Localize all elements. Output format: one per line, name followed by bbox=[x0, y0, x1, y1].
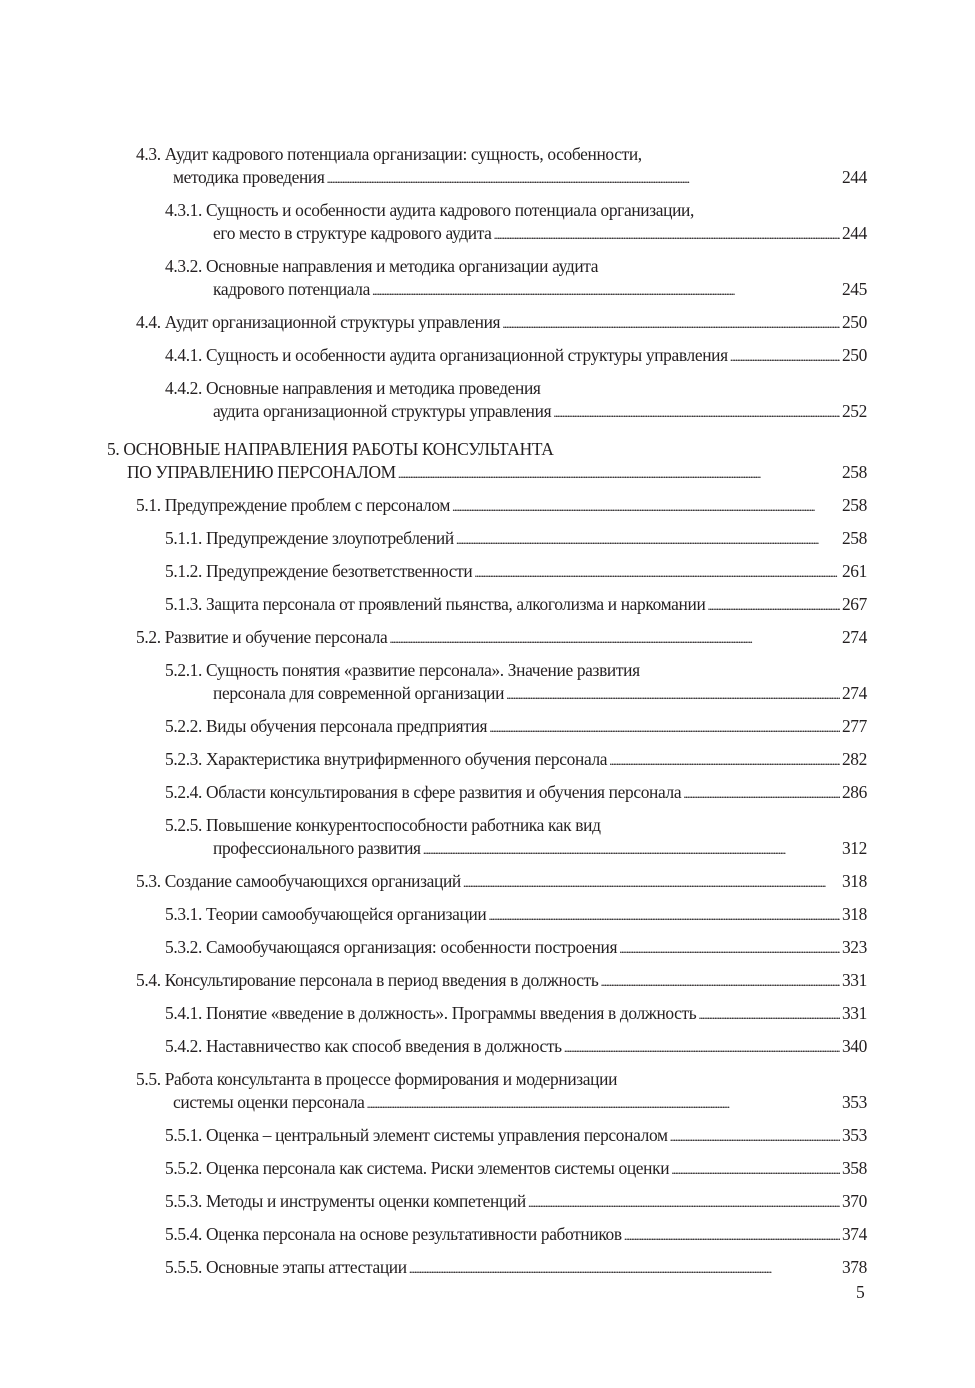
toc-entry-5-1[interactable] bbox=[107, 494, 867, 518]
toc-entry-5-3[interactable] bbox=[107, 870, 867, 894]
toc-entry-title bbox=[136, 626, 387, 649]
toc-entry-text: кадрового потенциала bbox=[213, 279, 370, 299]
toc-entry-5-5-2[interactable] bbox=[107, 1157, 867, 1181]
toc-entry-number: 4.3.2. bbox=[165, 256, 203, 276]
toc-entry-title-continued bbox=[213, 278, 370, 301]
toc-entry-number: 5.2.3. bbox=[165, 749, 203, 769]
toc-entry-title bbox=[136, 144, 642, 164]
toc-entry-title-continued bbox=[173, 166, 325, 189]
toc-page-number[interactable]: 353 bbox=[841, 1092, 867, 1112]
toc-entry-number: 5. bbox=[107, 439, 120, 459]
toc-entry-text: Повышение конкурентоспособности работника как вид bbox=[206, 815, 601, 835]
toc-entry-title bbox=[165, 256, 598, 276]
toc-entry-text: Основные направления и методика организации аудита bbox=[206, 256, 599, 276]
toc-page-number[interactable]: 277 bbox=[841, 716, 867, 736]
dot-leader bbox=[456, 527, 840, 551]
toc-page-number[interactable]: 258 bbox=[841, 462, 867, 482]
toc-entry-title bbox=[165, 1190, 526, 1213]
toc-entry-title bbox=[165, 936, 617, 959]
toc-page-number[interactable]: 358 bbox=[841, 1158, 867, 1178]
toc-entry-text: Защита персонала от проявлений пьянства, алкоголизма и наркомании bbox=[206, 594, 706, 614]
toc-page-number[interactable]: 312 bbox=[841, 838, 867, 858]
toc-entry-text: Понятие «введение в должность». Программы введения в должность bbox=[206, 1003, 697, 1023]
toc-entry-number: 4.3.1. bbox=[165, 200, 203, 220]
toc-entry-number: 5.1.2. bbox=[165, 561, 203, 581]
toc-page-number[interactable]: 374 bbox=[841, 1224, 867, 1244]
toc-page-number[interactable]: 282 bbox=[841, 749, 867, 769]
toc-entry-4-3-1[interactable] bbox=[107, 199, 867, 246]
toc-entry-5-2-4[interactable] bbox=[107, 781, 867, 805]
toc-page-number[interactable]: 331 bbox=[841, 1003, 867, 1023]
toc-page-number[interactable]: 245 bbox=[841, 279, 867, 299]
toc-entry-text: аудита организационной структуры управления bbox=[213, 401, 552, 421]
toc-entry-5-1-1[interactable] bbox=[107, 527, 867, 551]
dot-leader bbox=[564, 1035, 840, 1059]
toc-entry-title bbox=[165, 781, 681, 804]
dot-leader bbox=[670, 1124, 840, 1148]
toc-entry-title-continued bbox=[213, 400, 551, 423]
toc-page-number[interactable]: 323 bbox=[841, 937, 867, 957]
toc-entry-text: системы оценки персонала bbox=[173, 1092, 365, 1112]
toc-entry-4-3[interactable] bbox=[107, 143, 867, 190]
toc-entry-title bbox=[165, 1223, 622, 1246]
toc-entry-4-3-2[interactable] bbox=[107, 255, 867, 302]
toc-entry-number: 5.4.2. bbox=[165, 1036, 203, 1056]
toc-page-number[interactable]: 318 bbox=[841, 904, 867, 924]
dot-leader bbox=[683, 781, 840, 805]
toc-entry-title bbox=[165, 715, 487, 738]
toc-entry-text: Оценка персонала как система. Риски элементов системы оценки bbox=[206, 1158, 670, 1178]
toc-page-number[interactable]: 331 bbox=[841, 970, 867, 990]
toc-entry-text: Аудит организационной структуры управления bbox=[164, 312, 501, 332]
toc-entry-number: 5.5.5. bbox=[165, 1257, 203, 1277]
toc-page-number[interactable]: 340 bbox=[841, 1036, 867, 1056]
dot-leader bbox=[609, 748, 840, 772]
toc-entry-number: 5.5.1. bbox=[165, 1125, 203, 1145]
toc-entry-text: его место в структуре кадрового аудита bbox=[213, 223, 492, 243]
toc-page-number[interactable]: 274 bbox=[841, 627, 867, 647]
toc-entry-title-continued bbox=[127, 461, 396, 484]
toc-page-number[interactable]: 250 bbox=[841, 345, 867, 365]
toc-entry-title-continued bbox=[173, 1091, 365, 1114]
toc-entry-5-2-1[interactable] bbox=[107, 659, 867, 706]
dot-leader bbox=[372, 278, 840, 302]
toc-entry-text: Методы и инструменты оценки компетенций bbox=[206, 1191, 526, 1211]
dot-leader bbox=[624, 1223, 840, 1247]
toc-entry-number: 5.2. bbox=[136, 627, 161, 647]
dot-leader bbox=[488, 903, 840, 927]
toc-entry-5-3-2[interactable] bbox=[107, 936, 867, 960]
dot-leader bbox=[463, 870, 840, 894]
toc-entry-title bbox=[165, 378, 541, 398]
toc-entry-text: Наставничество как способ введения в должность bbox=[206, 1036, 562, 1056]
toc-page-number[interactable]: 252 bbox=[841, 401, 867, 421]
toc-entry-text: ПО УПРАВЛЕНИЮ ПЕРСОНАЛОМ bbox=[127, 462, 396, 482]
toc-entry-title bbox=[165, 1124, 668, 1147]
toc-page-number[interactable]: 318 bbox=[841, 871, 867, 891]
toc-entry-title bbox=[136, 494, 450, 517]
table-of-contents bbox=[107, 143, 867, 1280]
toc-entry-title bbox=[165, 560, 472, 583]
toc-entry-title bbox=[165, 1256, 407, 1279]
toc-entry-5-3-1[interactable] bbox=[107, 903, 867, 927]
toc-entry-5-5-1[interactable] bbox=[107, 1124, 867, 1148]
dot-leader bbox=[619, 936, 840, 960]
toc-entry-4-4[interactable] bbox=[107, 311, 867, 335]
toc-entry-5[interactable] bbox=[107, 438, 867, 485]
dot-leader bbox=[528, 1190, 840, 1214]
toc-entry-title-continued bbox=[213, 682, 504, 705]
dot-leader bbox=[601, 969, 840, 993]
toc-entry-text: Создание самообучающихся организаций bbox=[164, 871, 461, 891]
toc-entry-text: Оценка персонала на основе результативности работников bbox=[206, 1224, 622, 1244]
toc-entry-title bbox=[136, 1069, 617, 1089]
toc-page-number[interactable]: 286 bbox=[841, 782, 867, 802]
toc-page-number[interactable]: 261 bbox=[841, 561, 867, 581]
toc-entry-text: профессионального развития bbox=[213, 838, 421, 858]
dot-leader bbox=[489, 715, 840, 739]
toc-entry-number: 5.4. bbox=[136, 970, 161, 990]
dot-leader bbox=[707, 593, 840, 617]
toc-entry-text: Сущность и особенности аудита кадрового потенциала организации, bbox=[206, 200, 694, 220]
toc-entry-text: Сущность понятия «развитие персонала». Значение развития bbox=[206, 660, 640, 680]
toc-entry-title bbox=[165, 1157, 669, 1180]
toc-entry-number: 5.5.2. bbox=[165, 1158, 203, 1178]
toc-entry-title bbox=[136, 311, 500, 334]
toc-entry-text: Самообучающаяся организация: особенности построения bbox=[206, 937, 618, 957]
toc-entry-text: Предупреждение злоупотреблений bbox=[206, 528, 454, 548]
toc-entry-text: Предупреждение безответственности bbox=[206, 561, 473, 581]
toc-entry-text: Оценка – центральный элемент системы управления персоналом bbox=[206, 1125, 668, 1145]
toc-entry-5-4[interactable] bbox=[107, 969, 867, 993]
toc-entry-title bbox=[165, 748, 607, 771]
toc-entry-text: ОСНОВНЫЕ НАПРАВЛЕНИЯ РАБОТЫ КОНСУЛЬТАНТА bbox=[123, 439, 554, 459]
toc-entry-number: 5.2.5. bbox=[165, 815, 203, 835]
dot-leader bbox=[502, 311, 840, 335]
toc-entry-number: 5.1.3. bbox=[165, 594, 203, 614]
dot-leader bbox=[409, 1256, 840, 1280]
toc-entry-text: персонала для современной организации bbox=[213, 683, 505, 703]
toc-entry-5-4-1[interactable] bbox=[107, 1002, 867, 1026]
toc-entry-number: 4.3. bbox=[136, 144, 161, 164]
toc-page-number[interactable]: 378 bbox=[841, 1257, 867, 1277]
toc-page-number[interactable]: 244 bbox=[841, 223, 867, 243]
toc-entry-title bbox=[165, 593, 705, 616]
toc-entry-text: Предупреждение проблем с персоналом bbox=[164, 495, 450, 515]
dot-leader bbox=[367, 1091, 840, 1115]
toc-entry-number: 5.3.2. bbox=[165, 937, 203, 957]
toc-entry-title-continued bbox=[213, 837, 421, 860]
toc-entry-4-4-2[interactable] bbox=[107, 377, 867, 424]
dot-leader bbox=[553, 400, 840, 424]
toc-entry-number: 5.1. bbox=[136, 495, 161, 515]
toc-entry-title bbox=[165, 1002, 696, 1025]
toc-entry-number: 5.5.3. bbox=[165, 1191, 203, 1211]
dot-leader bbox=[327, 166, 840, 190]
dot-leader bbox=[398, 461, 840, 485]
toc-entry-title bbox=[136, 969, 599, 992]
dot-leader bbox=[671, 1157, 840, 1181]
toc-entry-number: 5.1.1. bbox=[165, 528, 203, 548]
toc-entry-text: Работа консультанта в процессе формирования и модернизации bbox=[164, 1069, 618, 1089]
toc-entry-text: Сущность и особенности аудита организационной структуры управления bbox=[206, 345, 728, 365]
toc-entry-title-continued bbox=[213, 222, 492, 245]
toc-entry-number: 5.3.1. bbox=[165, 904, 203, 924]
toc-page-number[interactable]: 267 bbox=[841, 594, 867, 614]
toc-entry-text: Развитие и обучение персонала bbox=[164, 627, 388, 647]
toc-page-number[interactable]: 244 bbox=[841, 167, 867, 187]
dot-leader bbox=[494, 222, 840, 246]
toc-entry-5-2-2[interactable] bbox=[107, 715, 867, 739]
toc-entry-title bbox=[165, 1035, 562, 1058]
toc-page-number[interactable]: 258 bbox=[841, 495, 867, 515]
toc-entry-title bbox=[165, 660, 640, 680]
toc-page-number[interactable]: 274 bbox=[841, 683, 867, 703]
toc-entry-text: Виды обучения персонала предприятия bbox=[206, 716, 488, 736]
toc-entry-number: 4.4. bbox=[136, 312, 161, 332]
toc-entry-title bbox=[165, 903, 486, 926]
toc-entry-5-2-3[interactable] bbox=[107, 748, 867, 772]
toc-entry-number: 5.2.1. bbox=[165, 660, 203, 680]
toc-page-number[interactable]: 370 bbox=[841, 1191, 867, 1211]
toc-entry-5-2-5[interactable] bbox=[107, 814, 867, 861]
toc-entry-5-5-4[interactable] bbox=[107, 1223, 867, 1247]
toc-entry-number: 4.4.2. bbox=[165, 378, 203, 398]
toc-entry-number: 5.2.2. bbox=[165, 716, 203, 736]
toc-entry-number: 5.2.4. bbox=[165, 782, 203, 802]
dot-leader bbox=[474, 560, 840, 584]
toc-entry-title bbox=[165, 200, 694, 220]
toc-entry-number: 5.5.4. bbox=[165, 1224, 203, 1244]
toc-entry-text: методика проведения bbox=[173, 167, 325, 187]
toc-entry-5-5[interactable] bbox=[107, 1068, 867, 1115]
toc-entry-5-5-5[interactable] bbox=[107, 1256, 867, 1280]
toc-entry-text: Аудит кадрового потенциала организации: сущность, особенности, bbox=[164, 144, 642, 164]
toc-entry-text: Консультирование персонала в период введения в должность bbox=[164, 970, 599, 990]
toc-entry-number: 5.5. bbox=[136, 1069, 161, 1089]
toc-entry-number: 5.3. bbox=[136, 871, 161, 891]
dot-leader bbox=[506, 682, 840, 706]
toc-page-number[interactable]: 353 bbox=[841, 1125, 867, 1145]
toc-entry-text: Основные направления и методика проведения bbox=[206, 378, 541, 398]
dot-leader bbox=[389, 626, 840, 650]
toc-entry-title bbox=[165, 815, 601, 835]
toc-entry-title bbox=[165, 527, 454, 550]
toc-entry-number: 4.4.1. bbox=[165, 345, 203, 365]
toc-entry-title bbox=[107, 439, 553, 459]
toc-page-number[interactable]: 258 bbox=[841, 528, 867, 548]
toc-entry-text: Характеристика внутрифирменного обучения персонала bbox=[206, 749, 608, 769]
toc-page-number[interactable]: 250 bbox=[841, 312, 867, 332]
toc-entry-5-2[interactable] bbox=[107, 626, 867, 650]
dot-leader bbox=[730, 344, 840, 368]
page-number: 5 bbox=[856, 1282, 865, 1302]
dot-leader bbox=[452, 494, 840, 518]
toc-entry-text: Области консультирования в сфере развития и обучения персонала bbox=[206, 782, 682, 802]
toc-entry-text: Основные этапы аттестации bbox=[206, 1257, 407, 1277]
dot-leader bbox=[698, 1002, 840, 1026]
toc-entry-5-1-2[interactable] bbox=[107, 560, 867, 584]
toc-entry-5-5-3[interactable] bbox=[107, 1190, 867, 1214]
toc-entry-5-4-2[interactable] bbox=[107, 1035, 867, 1059]
toc-entry-number: 5.4.1. bbox=[165, 1003, 203, 1023]
toc-entry-4-4-1[interactable] bbox=[107, 344, 867, 368]
toc-entry-title bbox=[165, 344, 728, 367]
toc-entry-5-1-3[interactable] bbox=[107, 593, 867, 617]
dot-leader bbox=[423, 837, 840, 861]
toc-entry-title bbox=[136, 870, 461, 893]
toc-entry-text: Теории самообучающейся организации bbox=[206, 904, 487, 924]
